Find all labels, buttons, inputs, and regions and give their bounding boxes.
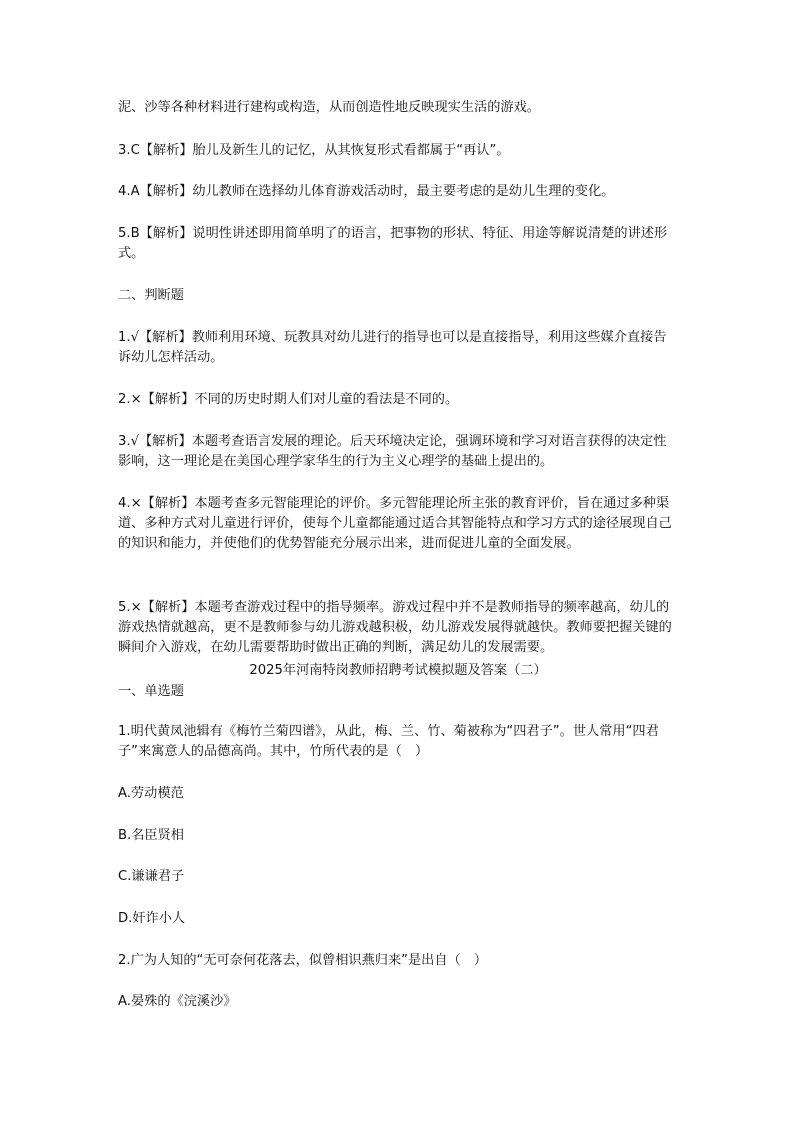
question-1: 1.明代黄凤池辑有《梅竹兰菊四谱》，从此，梅、兰、竹、菊被称为“四君子”。世人常用“四君子”来寓意人的品德高尚。其中，竹所代表的是（ ） xyxy=(118,724,659,759)
tf-answer-1: 1.√【解析】教师利用环境、玩教具对幼儿进行的指导也可以是直接指导，利用这些媒介直接告诉幼儿怎样活动。 xyxy=(118,330,667,365)
section-heading-single-choice: 一、单选题 xyxy=(118,684,184,699)
answer-3: 3.C【解析】胎儿及新生儿的记忆，从其恢复形式看都属于“再认”。 xyxy=(118,143,510,158)
question-2: 2.广为人知的“无可奈何花落去，似曾相识燕归来”是出自（ ） xyxy=(118,953,488,968)
tf-answer-3: 3.√【解析】本题考查语言发展的理论。后天环境决定论，强调环境和学习对语言获得的决定性影响，这一理论是在美国心理学家华生的行为主义心理学的基础上提出的。 xyxy=(118,434,667,469)
option-a: A.劳动模范 xyxy=(118,786,184,801)
option-b: B.名臣贤相 xyxy=(118,828,184,843)
answer-4: 4.A【解析】幼儿教师在选择幼儿体育游戏活动时，最主要考虑的是幼儿生理的变化。 xyxy=(118,184,615,199)
q2-option-a: A.晏殊的《浣溪沙》 xyxy=(118,994,237,1009)
answer-5: 5.B【解析】说明性讲述即用简单明了的语言，把事物的形状、特征、用途等解说清楚的讲述形式。 xyxy=(118,226,668,261)
tf-answer-5: 5.×【解析】本题考查游戏过程中的指导频率。游戏过程中并不是教师指导的频率越高，幼儿的游戏热情就越高，更不是教师参与幼儿游戏越积极，幼儿游戏发展得就越快。教师要把握关键的瞬间介入游戏，在幼儿需要帮助时做出正确的判断，满足幼儿的发展需要。 xyxy=(118,600,672,655)
option-c: C.谦谦君子 xyxy=(118,869,185,884)
exam-title: 2025年河南特岗教师招聘考试模拟题及答案（二） xyxy=(249,663,547,678)
section-heading-true-false: 二、判断题 xyxy=(118,288,184,303)
paragraph-continuation: 泥、沙等各种材料进行建构或构造，从而创造性地反映现实生活的游戏。 xyxy=(118,100,540,115)
option-d: D.奸诈小人 xyxy=(118,911,186,926)
tf-answer-2: 2.×【解析】不同的历史时期人们对儿童的看法是不同的。 xyxy=(118,392,459,407)
tf-answer-4: 4.×【解析】本题考查多元智能理论的评价。多元智能理论所主张的教育评价，旨在通过多种渠道、多种方式对儿童进行评价，使每个儿童都能通过适合其智能特点和学习方式的途径展现自己的知识和能力，并使他们的优势智能充分展示出来，进而促进儿童的全面发展。 xyxy=(118,496,672,551)
